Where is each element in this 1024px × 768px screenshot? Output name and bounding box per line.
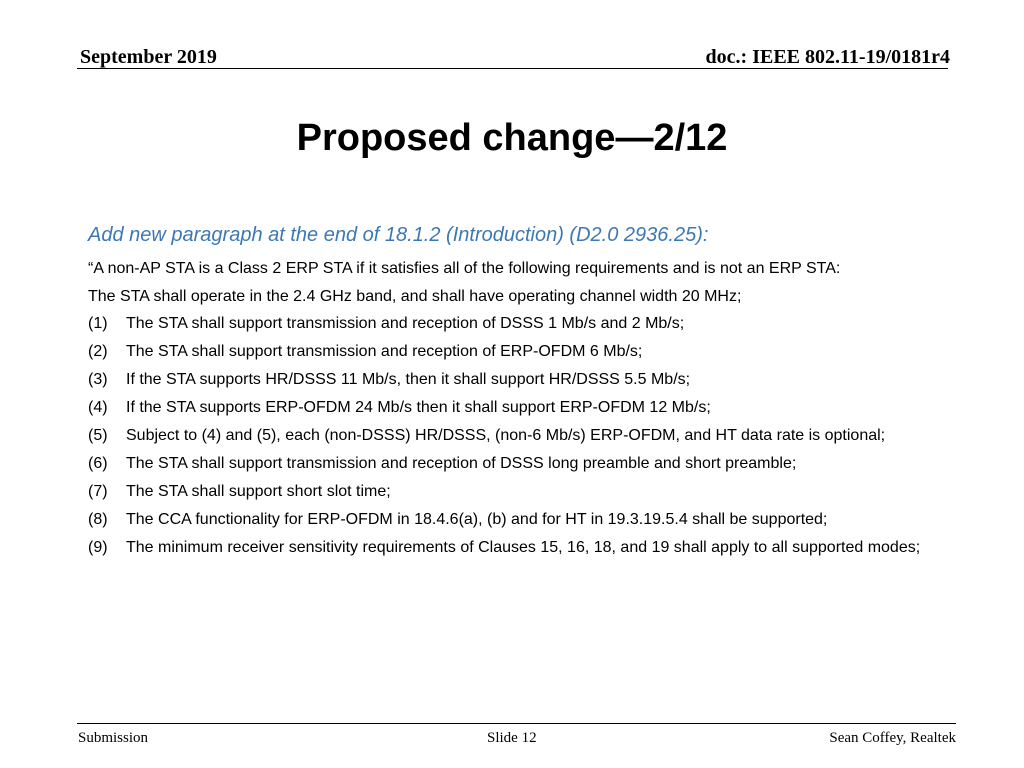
footer-author: Sean Coffey, Realtek — [829, 730, 956, 746]
editing-instruction: Add new paragraph at the end of 18.1.2 (Introduction) (D2.0 2936.25): — [88, 224, 709, 246]
header-date: September 2019 — [80, 46, 217, 68]
list-item-number: (4) — [88, 399, 108, 416]
footer-submission: Submission — [78, 730, 149, 746]
list-item — [88, 313, 1004, 335]
list-item-text: The STA shall support transmission and reception of ERP-OFDM 6 Mb/s; — [126, 343, 643, 360]
list-item-number: (3) — [88, 371, 108, 388]
list-item-text: Subject to (4) and (5), each (non-DSSS) HR/DSSS, (non-6 Mb/s) ERP-OFDM, and HT data rate is optional; — [126, 427, 886, 444]
list-item — [88, 369, 1004, 391]
footer-slide-number: Slide 12 — [487, 730, 537, 746]
list-item-number: (1) — [88, 315, 108, 332]
band-paragraph: The STA shall operate in the 2.4 GHz band, and shall have operating channel width 20 MHz; — [88, 288, 742, 305]
slide-body — [88, 220, 1004, 565]
list-item-text: The STA shall support short slot time; — [126, 483, 391, 500]
list-item-number: (5) — [88, 427, 108, 444]
list-item-number: (7) — [88, 483, 108, 500]
list-item — [88, 481, 1004, 503]
list-item — [88, 537, 1004, 559]
list-item-number: (9) — [88, 539, 108, 556]
footer-divider — [77, 723, 956, 724]
list-item — [88, 453, 1004, 475]
list-item-text: The STA shall support transmission and reception of DSSS 1 Mb/s and 2 Mb/s; — [126, 315, 685, 332]
list-item-text: The STA shall support transmission and reception of DSSS long preamble and short preamble; — [126, 455, 797, 472]
list-item — [88, 397, 1004, 419]
list-item-number: (2) — [88, 343, 108, 360]
header-doc-id: doc.: IEEE 802.11-19/0181r4 — [705, 46, 950, 68]
intro-paragraph: “A non-AP STA is a Class 2 ERP STA if it satisfies all of the following requirements and is not an ERP STA: — [88, 260, 841, 277]
list-item — [88, 341, 1004, 363]
list-item — [88, 425, 1004, 447]
slide-title: Proposed change—2/12 — [296, 117, 728, 159]
list-item-text: If the STA supports ERP-OFDM 24 Mb/s then it shall support ERP-OFDM 12 Mb/s; — [126, 399, 711, 416]
list-item-text: If the STA supports HR/DSSS 11 Mb/s, then it shall support HR/DSSS 5.5 Mb/s; — [126, 371, 691, 388]
list-item-number: (8) — [88, 511, 108, 528]
list-item-number: (6) — [88, 455, 108, 472]
list-item — [88, 509, 1004, 531]
header-divider — [77, 68, 948, 69]
list-item-text: The minimum receiver sensitivity requirements of Clauses 15, 16, 18, and 19 shall apply to all supported modes; — [126, 539, 921, 556]
list-item-text: The CCA functionality for ERP-OFDM in 18.4.6(a), (b) and for HT in 19.3.19.5.4 shall be supported; — [126, 511, 828, 528]
